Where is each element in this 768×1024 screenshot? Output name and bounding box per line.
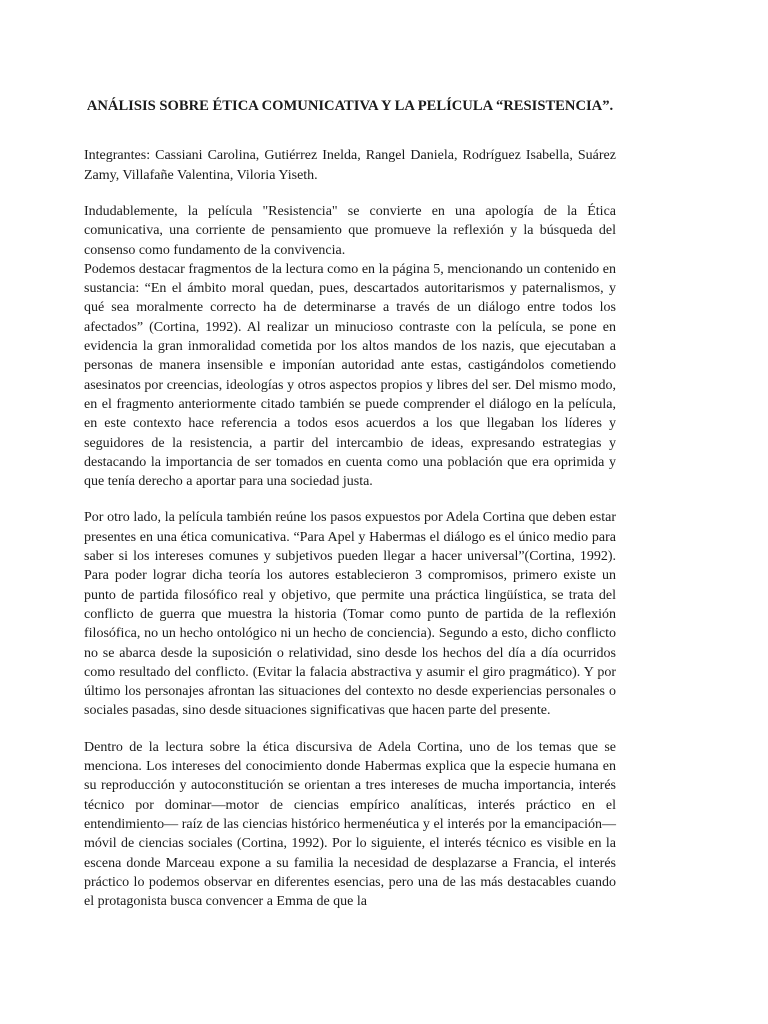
paragraph-intro: Indudablemente, la película "Resistencia" se convierte en una apología de la Ética comunicativa, una corriente de pensamiento que promueve la reflexión y la búsqueda del consenso como fundamento de la convivencia. [84,204,616,258]
document-title: ANÁLISIS SOBRE ÉTICA COMUNICATIVA Y LA PELÍCULA “RESISTENCIA”. [86,98,614,114]
paragraph-interests: Dentro de la lectura sobre la ética discursiva de Adela Cortina, uno de los temas que se menciona. Los intereses del conocimiento donde Habermas explica que la especie humana en su reproducción y autoconstitución se orientan a tres intereses de mucha importancia, interés técnico por dominar—motor de ciencias empírico analíticas, interés práctico en el entendimiento— raíz de las ciencias histórico hermenéutica y el interés por la emancipación— móvil de ciencias sociales (Cortina, 1992). Por lo siguiente, el interés técnico es visible en la escena donde Marceau expone a su familia la necesidad de desplazarse a Francia, el interés práctico lo podemos observar en diferentes esencias, pero una de las más destacables cuando el protagonista busca convencer a Emma de que la [84,739,616,910]
paragraph-steps: Por otro lado, la película también reúne los pasos expuestos por Adela Cortina que deben estar presentes en una ética comunicativa. “Para Apel y Habermas el diálogo es el único medio para saber si los intereses comunes y subjetivos pueden llegar a hacer universal”(Cortina, 1992). Para poder lograr dicha teoría los autores establecieron 3 compromisos, primero existe un punto de partida filosófico real y objetivo, que permite una práctica lingüística, se trata del conflicto de guerra que muestra la historia (Tomar como punto de partida de la reflexión filosófica, no un hecho ontológico ni un hecho de conciencia). Segundo a esto, dicho conflicto no se abarca desde la suposición o relatividad, sino desde los hechos del día a día ocurridos como resultado del conflicto. (Evitar la falacia abstractiva y asumir el giro pragmático). Y por último los personajes afrontan las situaciones del contexto no desde experiencias personales o sociales pasadas, sino desde situaciones significativas que hacen parte del presente. [84,510,616,719]
paragraph-fragments: Podemos destacar fragmentos de la lectura como en la página 5, mencionando un contenido en sustancia: “En el ámbito moral quedan, pues, descartados autoritarismos y paternalismos, y qué sea moralmente correcto ha de determinarse a través de un diálogo entre todos los afectados” (Cortina, 1992). Al realizar un minucioso contraste con la película, se pone en evidencia la gran inmoralidad cometida por los altos mandos de los nazis, que ejecutaban a personas de manera insensible e imponían autoridad ante estas, castigándolos cometiendo asesinatos por creencias, ideologías y otros aspectos propios y libres del ser. Del mismo modo, en el fragmento anteriormente citado también se puede comprender el diálogo en la película, en este contexto hace referencia a todos esos acuerdos a los que llegaban los líderes y seguidores de la resistencia, a partir del intercambio de ideas, expresando estrategias y destacando la importancia de ser tomados en cuenta como una población que era oprimida y que tenía derecho a aportar para una sociedad justa. [84,261,616,490]
document-body [84,96,616,911]
members-line: Integrantes: Cassiani Carolina, Gutiérrez Inelda, Rangel Daniela, Rodríguez Isabella, Suárez Zamy, Villafañe Valentina, Viloria Yiseth. [84,148,616,183]
